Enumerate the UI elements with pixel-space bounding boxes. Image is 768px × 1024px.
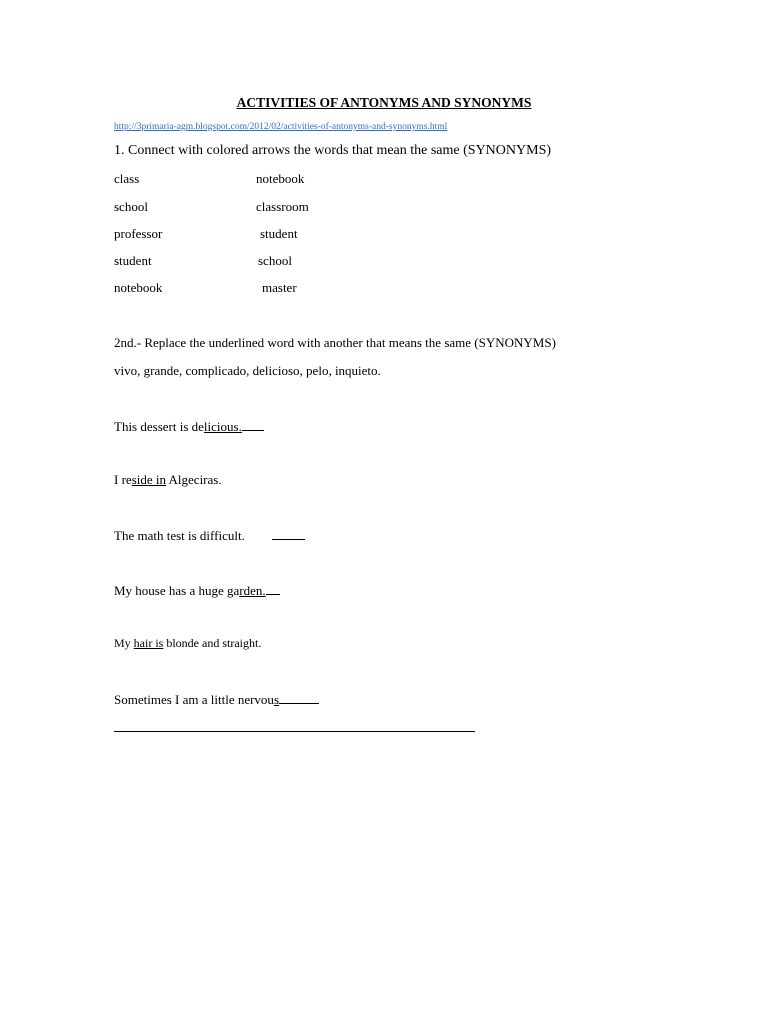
left-word: class (114, 171, 140, 186)
sentence-text: My (114, 636, 134, 650)
source-link[interactable]: http://3primaria-agm.blogspot.com/2012/02/activities-of-antonyms-and-synonyms.html (114, 122, 448, 132)
underlined-word: hair is (133, 636, 164, 650)
left-word: professor (114, 226, 163, 241)
underlined-word: licious. (203, 419, 242, 434)
right-word: student (260, 226, 298, 241)
sentence-5 (114, 637, 261, 649)
sentence-6 (114, 691, 319, 706)
sentence-1 (114, 418, 264, 433)
right-word: notebook (256, 171, 305, 186)
sentence-3 (114, 527, 305, 542)
left-word: school (114, 199, 148, 214)
answer-blank[interactable] (266, 582, 280, 595)
section1-instruction: 1. Connect with colored arrows the words that mean the same (SYNONYMS) (114, 143, 552, 158)
sentence-text: This dessert is de (114, 419, 204, 434)
worksheet-title: ACTIVITIES OF ANTONYMS AND SYNONYMS (236, 95, 532, 110)
right-word: master (262, 280, 297, 295)
left-word: notebook (114, 280, 163, 295)
sentence-text: Sometimes I am a little nervou (114, 692, 274, 707)
left-word: student (114, 253, 152, 268)
sentence-4 (114, 582, 280, 597)
sentence-2 (114, 473, 222, 486)
answer-blank[interactable] (242, 418, 264, 431)
underlined-word: s (273, 692, 279, 707)
section2-instruction: 2nd.- Replace the underlined word with another that means the same (SYNONYMS) (114, 335, 556, 350)
underlined-word: side in (131, 472, 166, 487)
right-word: school (258, 253, 292, 268)
sentence-text: My house has a huge ga (114, 583, 240, 598)
sentence-text: I re (114, 472, 132, 487)
answer-blank[interactable] (272, 527, 305, 540)
sentence-text: Algeciras. (166, 472, 222, 487)
answer-line[interactable] (114, 731, 475, 732)
answer-blank[interactable] (279, 691, 319, 704)
underlined-word: rden. (239, 583, 266, 598)
word-bank: vivo, grande, complicado, delicioso, pelo, inquieto. (114, 363, 381, 378)
sentence-text: The math test is difficult. (114, 528, 245, 543)
right-word: classroom (256, 199, 309, 214)
sentence-text: blonde and straight. (163, 636, 262, 650)
